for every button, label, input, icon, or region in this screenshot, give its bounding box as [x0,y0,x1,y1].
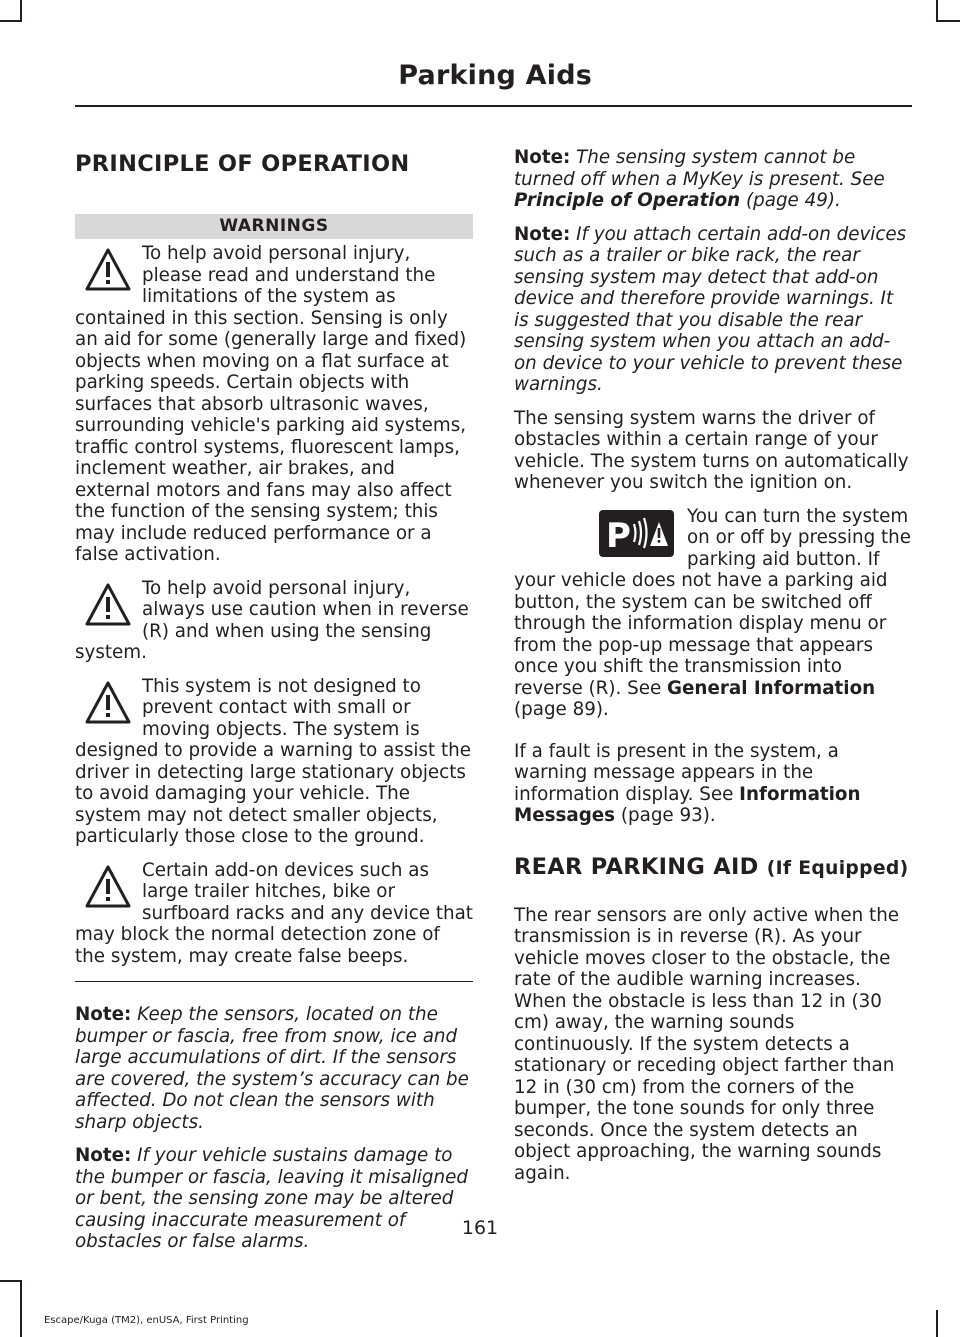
page-reference: (page 49). [746,190,841,211]
crop-mark [20,1280,22,1337]
warning-item [75,243,473,566]
page-title: Parking Aids [398,60,592,91]
note-label: Note: [514,223,571,245]
warning-text: To help avoid personal injury, always use caution when in reverse (R) and when using the sensing system. [75,577,469,663]
warning-item [75,860,473,983]
svg-text:P: P [606,515,631,556]
warning-triangle-icon [84,247,132,293]
note [514,147,912,212]
cross-reference-link[interactable]: Information Messages [514,783,861,826]
note [75,1004,473,1133]
note-label: Note: [75,1004,132,1025]
note-text: If you attach certain add-on devices such as a trailer or bike rack, the rear sensing system may detect that add-on device and therefore provide warnings. It is suggested that you disable the rear sensing system when you attach an add-on device to your vehicle to prevent these warnings. [514,223,907,395]
paragraph: The rear sensors are only active when the transmission is in reverse (R). As your vehicle moves closer to the obstacle, the rate of the audible warning increases. When the obstacle is less than 12 in (30 cm) away, the warning sounds continuously. If the system detects a stationary or receding object farther than 12 in (30 cm) from the corners of the bumper, the tone sounds for only three seconds. Once the system detects an object approaching, the warning sounds again. [514,904,900,1184]
parking-aid-symbol-icon [599,510,674,557]
note-text: The sensing system cannot be turned off when a MyKey is present. See [514,147,885,190]
note-label: Note: [514,147,571,168]
paragraph-text: You can turn the system on or off by pressing the parking aid button. If your vehicle does not have a parking aid button, the system can be switched off through the information display menu or from the pop-up message that appears once you shift the transmission into reverse (R). See [514,505,912,699]
warning-text: To help avoid personal injury, please read and understand the limitations of the system as contained in this section. Sensing is only an aid for some (generally large and fixed) objects when moving on a flat surface at parking speeds. Certain objects with surfaces that absorb ultrasonic waves, surrounding vehicle's parking aid systems, traffic control systems, fluorescent lamps, inclement weather, air brakes, and external motors and fans may also affect the function of the sensing system; this may include reduced performance or a false activation. [75,243,467,565]
left-column [75,140,473,1265]
warning-triangle-icon [84,864,132,910]
warning-text: Certain add-on devices such as large trailer hitches, bike or surfboard racks and any device that may block the normal detection zone of the system, may create false beeps. [75,859,473,967]
page-reference: (page 89). [514,699,609,720]
warnings-header: WARNINGS [75,214,473,239]
parking-aid-paragraph [514,506,912,721]
section-heading [514,853,912,883]
paragraph-text: If a fault is present in the system, a warning message appears in the information display. See [514,740,839,805]
cross-reference-link[interactable]: General Information [667,677,876,699]
page-number: 161 [461,1217,499,1239]
crop-mark [0,20,22,22]
warning-item [75,676,473,848]
paragraph [514,741,912,827]
note-text: If your vehicle sustains damage to the bumper or fascia, leaving it misaligned or bent, the sensing zone may be altered causing inaccurate measurement of obstacles or false alarms. [75,1145,468,1252]
page-reference: (page 93). [620,805,716,826]
footer-text: Escape/Kuga (TM2), enUSA, First Printing [44,1315,249,1326]
warning-item [75,578,473,664]
warning-triangle-icon [84,680,132,726]
note-text: Keep the sensors, located on the bumper or fascia, free from snow, ice and large accumulations of dirt. If the sensors are covered, the system’s accuracy can be affected. Do not clean the sensors with sharp objects. [75,1004,469,1133]
paragraph: The sensing system warns the driver of obstacles within a certain range of your vehicle. The system turns on automatically whenever you switch the ignition on. [514,407,909,493]
crop-mark [0,1280,22,1282]
note-label: Note: [75,1145,132,1166]
note [514,224,912,396]
warning-triangle-icon [84,582,132,628]
warning-text: This system is not designed to prevent contact with small or moving objects. The system is designed to provide a warning to assist the driver in detecting large stationary objects to avoid damaging your vehicle. The system may not detect smaller objects, particularly those close to the ground. [75,675,471,847]
crop-mark [938,20,960,22]
header-rule [75,105,912,107]
right-column [514,147,912,1196]
crop-mark [936,1310,938,1337]
crop-mark [20,0,22,22]
crop-mark [936,0,938,22]
section-heading-suffix: (If Equipped) [766,857,909,879]
section-heading-text: REAR PARKING AID [514,853,759,880]
parking-aid-button-icon [599,510,674,557]
section-heading: PRINCIPLE OF OPERATION [75,151,410,177]
cross-reference-link[interactable]: Principle of Operation [514,190,741,211]
